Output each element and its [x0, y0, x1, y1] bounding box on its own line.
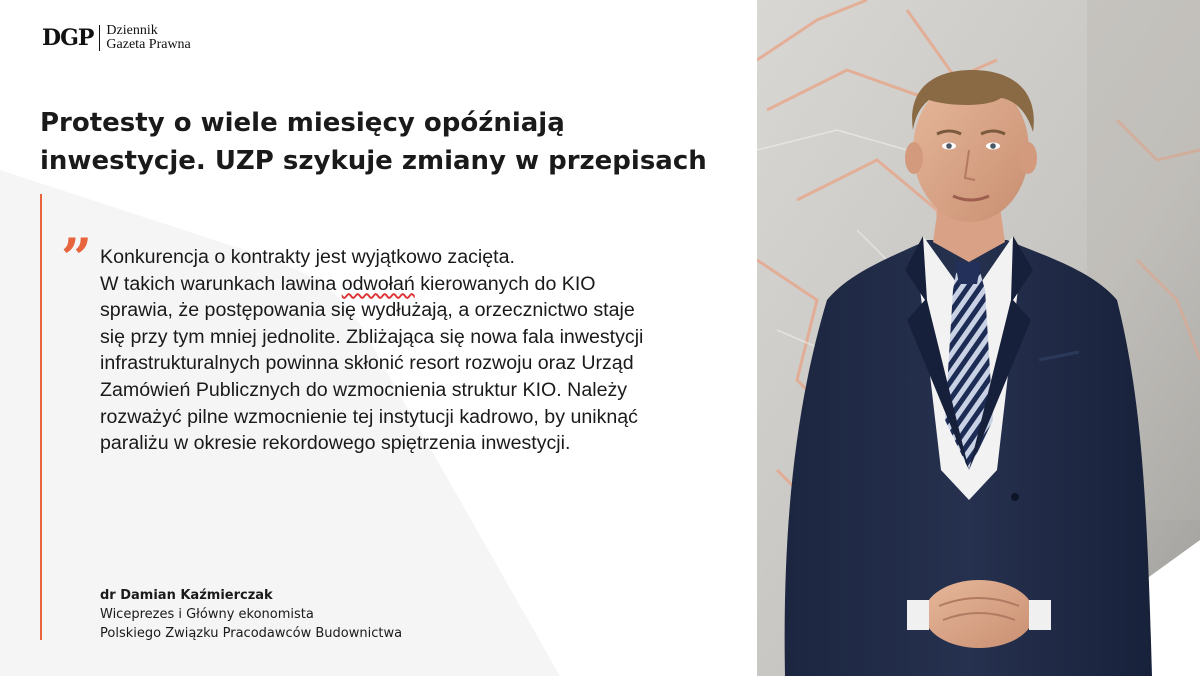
logo-divider	[99, 25, 100, 51]
quote-line-1: Konkurencja o kontrakty jest wyjątkowo zacięta.	[100, 246, 515, 268]
quote-line-4: się przy tym mniej jednolite. Zbliżająca się nowa fala inwestycji	[100, 325, 644, 348]
brand-logo	[42, 24, 191, 52]
spellcheck-marked-word: odwołań	[341, 272, 415, 295]
quote-line-8: paraliżu w okresie rekordowego spiętrzenia inwestycji.	[100, 432, 571, 455]
quote-line-2-start: W takich warunkach lawina	[100, 272, 342, 295]
quote-line-2-end: kierowanych do KIO	[414, 272, 596, 295]
logo-wordmark	[106, 24, 190, 52]
headline-line-1: Protesty o wiele miesięcy opóźniają	[40, 108, 565, 138]
quote-line-2	[100, 271, 740, 298]
quote-line-7: rozważyć pilne wzmocnienie tej instytucji kadrowo, by uniknąć	[100, 405, 638, 428]
logo-mark: DGP	[42, 25, 94, 51]
author-name: dr Damian Kaźmierczak	[100, 588, 273, 603]
logo-line-2: Gazeta Prawna	[106, 37, 191, 52]
quote-line-3: sprawia, że postępowania się wydłużają, a orzecznictwo staje	[100, 299, 635, 322]
quote-mark-icon: „	[62, 195, 94, 259]
logo-line-1: Dziennik	[106, 23, 158, 38]
quote-text	[100, 244, 740, 457]
quote-line-5: infrastrukturalnych powinna skłonić resort rozwoju oraz Urząd	[100, 352, 634, 375]
portrait-illustration	[757, 0, 1200, 676]
portrait-photo	[757, 0, 1200, 676]
quote-accent-line	[40, 194, 42, 640]
headline-line-2: inwestycje. UZP szykuje zmiany w przepisach	[40, 146, 707, 176]
headline	[40, 104, 750, 180]
author-role: Wiceprezes i Główny ekonomista	[100, 607, 314, 622]
quote-line-6: Zamówień Publicznych do wzmocnienia struktur KIO. Należy	[100, 378, 628, 401]
author-organization: Polskiego Związku Pracodawców Budownictwa	[100, 626, 403, 641]
author-block	[100, 586, 402, 643]
